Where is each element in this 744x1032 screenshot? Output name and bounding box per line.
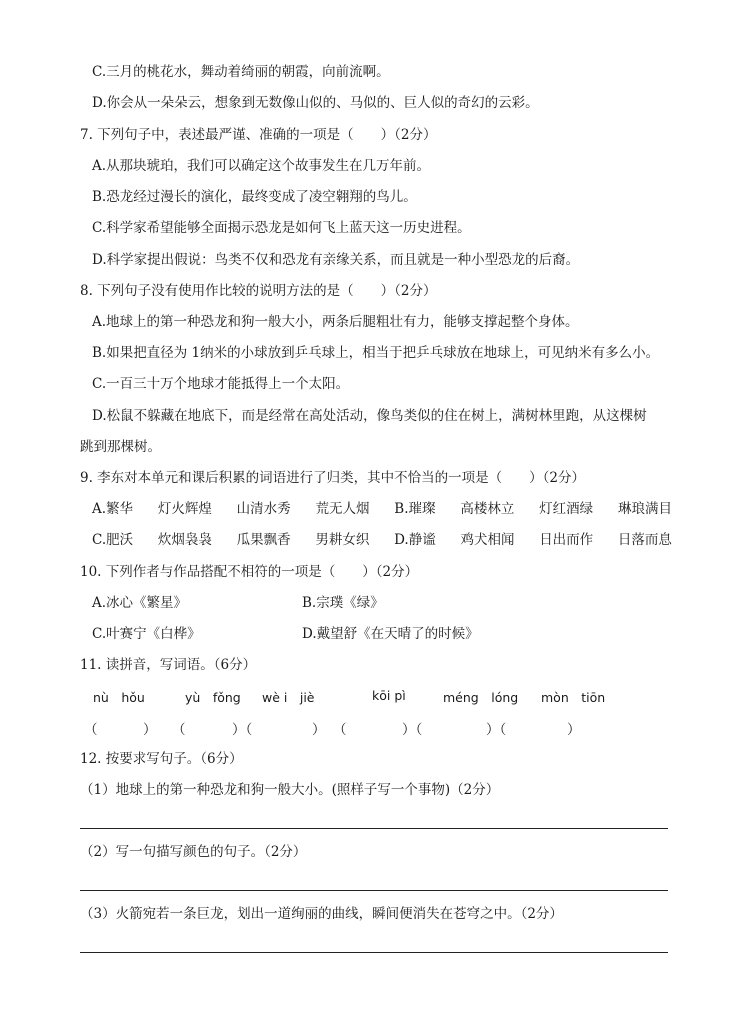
answer-paren: ）（ bbox=[486, 722, 507, 738]
q10-option-c: C.叶赛宁《白桦》 bbox=[92, 626, 201, 642]
q11-stem: 11. 读拼音，写词语。（6分） bbox=[80, 657, 257, 673]
q7-option-a: A.从那块琥珀，我们可以确定这个故事发生在几万年前。 bbox=[92, 158, 431, 174]
q10-option-b: B.宗璞《绿》 bbox=[302, 595, 384, 611]
q10-option-d: D.戴望舒《在天晴了的时候》 bbox=[302, 626, 479, 642]
q9-word: 日落而息 bbox=[617, 532, 672, 548]
pinyin-2: yù fǒng bbox=[185, 690, 241, 705]
q9-options-row-1 bbox=[92, 500, 672, 518]
q12-sub-2: （2）写一句描写颜色的句子。（2分） bbox=[80, 844, 307, 860]
q12-sub-1: （1）地球上的第一种恐龙和狗一般大小。(照样子写一个事物)（2分） bbox=[80, 782, 500, 798]
q8-option-d-continued: 跳到那棵树。 bbox=[80, 439, 161, 455]
q9-word: 灯火辉煌 bbox=[157, 501, 212, 517]
q6-option-c: C.三月的桃花水，舞动着绮丽的朝霞，向前流啊。 bbox=[92, 64, 390, 80]
pinyin-5: méng lóng bbox=[443, 690, 519, 705]
answer-paren: ） bbox=[312, 722, 326, 738]
q10-stem: 10. 下列作者与作品搭配不相符的一项是（ ）（2分） bbox=[80, 564, 419, 580]
q9-word: 琳琅满目 bbox=[617, 501, 672, 517]
q9-word: 男耕女织 bbox=[315, 532, 370, 548]
q7-option-c: C.科学家希望能够全面揭示恐龙是如何飞上蓝天这一历史进程。 bbox=[92, 220, 471, 236]
q7-option-b: B.恐龙经过漫长的演化，最终变成了凌空翱翔的鸟儿。 bbox=[92, 189, 417, 205]
q9-stem: 9. 李东对本单元和课后积累的词语进行了归类，其中不恰当的一项是（ ）（2分） bbox=[80, 470, 586, 486]
q8-stem: 8. 下列句子没有使用作比较的说明方法的是（ ）（2分） bbox=[80, 283, 437, 299]
q9-word: 日出而作 bbox=[539, 532, 594, 548]
q12-stem: 12. 按要求写句子。（6分） bbox=[80, 751, 243, 767]
q12-sub-3: （3）火箭宛若一条巨龙，划出一道绚丽的曲线，瞬间便消失在苍穹之中。（2分） bbox=[80, 906, 563, 922]
q9-word: 炊烟袅袅 bbox=[157, 532, 212, 548]
q9-word: 荒无人烟 bbox=[315, 501, 370, 517]
q8-option-a: A.地球上的第一种恐龙和狗一般大小，两条后腿粗壮有力，能够支撑起整个身体。 bbox=[92, 314, 579, 330]
q9-word: C.肥沃 bbox=[92, 532, 134, 548]
pinyin-6: mòn tiōn bbox=[541, 690, 606, 705]
q9-word: 瓜果飘香 bbox=[236, 532, 291, 548]
answer-paren: ）（ bbox=[232, 722, 253, 738]
answer-paren: （ bbox=[172, 722, 186, 738]
q9-word: 灯红酒绿 bbox=[539, 501, 594, 517]
pinyin-4: kōi pì bbox=[372, 688, 406, 703]
q8-option-c: C.一百三十万个地球才能抵得上一个太阳。 bbox=[92, 376, 350, 392]
q9-word: A.繁华 bbox=[92, 501, 134, 517]
pinyin-1: nù hǒu bbox=[93, 690, 145, 705]
answer-line-1[interactable] bbox=[80, 828, 668, 829]
q6-option-d: D.你会从一朵朵云，想象到无数像山似的、马似的、巨人似的奇幻的云彩。 bbox=[92, 95, 539, 111]
answer-line-3[interactable] bbox=[80, 952, 668, 953]
q7-stem: 7. 下列句子中，表述最严谨、准确的一项是（ ）（2分） bbox=[80, 127, 437, 143]
q9-word: D.静谧 bbox=[394, 532, 436, 548]
q7-option-d: D.科学家提出假说：鸟类不仅和恐龙有亲缘关系，而且就是一种小型恐龙的后裔。 bbox=[92, 252, 580, 268]
q9-word: 高楼林立 bbox=[460, 501, 515, 517]
answer-line-2[interactable] bbox=[80, 890, 668, 891]
q9-options-row-2 bbox=[92, 531, 672, 549]
q8-option-b: B.如果把直径为 1纳米的小球放到乒乓球上，相当于把乒乓球放在地球上，可见纳米有多么小。 bbox=[92, 345, 660, 361]
answer-paren: （ bbox=[333, 722, 347, 738]
q9-word: 鸡犬相闻 bbox=[460, 532, 515, 548]
q9-word: B.璀璨 bbox=[394, 501, 436, 517]
q8-option-d: D.松鼠不躲藏在地底下，而是经常在高处活动，像鸟类似的住在树上，满树林里跑，从这棵树 bbox=[92, 408, 647, 424]
pinyin-3: wè i jiè bbox=[262, 690, 315, 705]
q9-word: 山清水秀 bbox=[236, 501, 291, 517]
answer-paren: ） bbox=[567, 722, 581, 738]
q10-option-a: A.冰心《繁星》 bbox=[92, 595, 188, 611]
answer-paren: ） bbox=[143, 722, 157, 738]
answer-paren: ）（ bbox=[402, 722, 423, 738]
answer-paren: （ bbox=[84, 722, 98, 738]
